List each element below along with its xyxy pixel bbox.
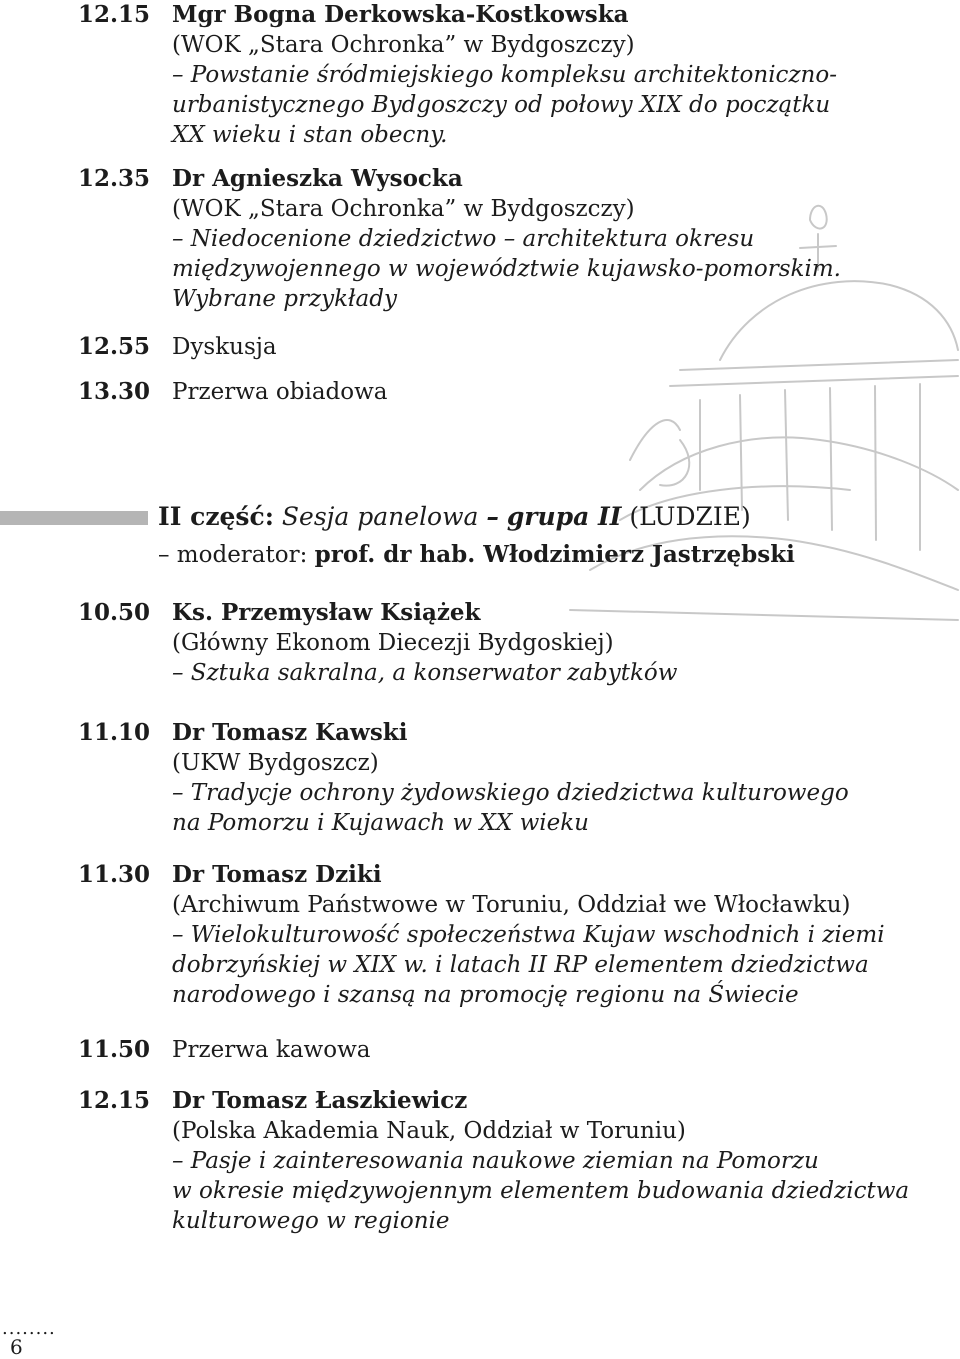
schedule-entry — [78, 164, 938, 314]
entry-time: 13.30 — [78, 378, 151, 405]
speaker-affiliation: (Polska Akademia Nauk, Oddział w Toruniu) — [172, 1118, 686, 1144]
section-dash: – — [486, 502, 499, 531]
schedule-entry — [78, 0, 938, 150]
schedule-entry — [78, 598, 938, 688]
speaker-name: Dr Tomasz Kawski — [172, 719, 408, 746]
schedule-entry — [78, 860, 938, 1010]
speaker-affiliation: (WOK „Stara Ochronka” w Bydgoszczy) — [172, 32, 635, 58]
talk-title-line: – Pasje i zainteresowania naukowe ziemian na Pomorzu — [172, 1148, 819, 1174]
entry-time: 11.10 — [78, 719, 151, 746]
talk-title-line: urbanistycznego Bydgoszczy od połowy XIX do początku — [172, 92, 831, 118]
talk-title-line: – Powstanie śródmiejskiego kompleksu architektoniczno- — [172, 62, 837, 88]
speaker-name: Ks. Przemysław Książek — [172, 599, 481, 626]
talk-title-line: Wybrane przykłady — [172, 286, 397, 312]
break-label: Dyskusja — [172, 334, 277, 360]
speaker-affiliation: (WOK „Stara Ochronka” w Bydgoszczy) — [172, 196, 635, 222]
page-number: 6 — [10, 1335, 23, 1359]
entry-time: 12.55 — [78, 333, 151, 360]
speaker-affiliation: (Archiwum Państwowe w Toruniu, Oddział we Włocławku) — [172, 892, 851, 918]
schedule-entry — [78, 332, 938, 362]
section-bar — [0, 511, 148, 525]
talk-title-line: dobrzyńskiej w XIX w. i latach II RP elementem dziedzictwa — [172, 952, 869, 978]
talk-title-line: kulturowego w regionie — [172, 1208, 450, 1234]
schedule-entry — [78, 1086, 938, 1236]
speaker-affiliation: (UKW Bydgoszcz) — [172, 750, 379, 776]
session-name: Sesja panelowa — [281, 502, 479, 531]
talk-title-line: XX wieku i stan obecny. — [172, 122, 448, 148]
talk-title-line: na Pomorzu i Kujawach w XX wieku — [172, 810, 589, 836]
talk-title-line: – Sztuka sakralna, a konserwator zabytków — [172, 660, 678, 686]
entry-time: 10.50 — [78, 599, 151, 626]
entry-time: 11.50 — [78, 1036, 151, 1063]
talk-title-line: międzywojennego w województwie kujawsko-pomorskim. — [172, 256, 841, 282]
entry-time: 12.15 — [78, 1, 151, 28]
break-label: Przerwa kawowa — [172, 1037, 371, 1063]
group-topic: (LUDZIE) — [629, 502, 751, 531]
break-label: Przerwa obiadowa — [172, 379, 388, 405]
schedule-entry — [78, 718, 938, 838]
moderator-name: prof. dr hab. Włodzimierz Jastrzębski — [314, 541, 795, 568]
talk-title-line: narodowego i szansą na promocję regionu na Świecie — [172, 982, 799, 1008]
entry-time: 12.15 — [78, 1087, 151, 1114]
schedule-entry — [78, 377, 938, 407]
entry-time: 11.30 — [78, 861, 151, 888]
talk-title-line: – Tradycje ochrony żydowskiego dziedzictwa kulturowego — [172, 780, 849, 806]
speaker-name: Dr Tomasz Dziki — [172, 861, 382, 888]
speaker-name: Dr Agnieszka Wysocka — [172, 165, 463, 192]
footer-dots: ........ — [2, 1318, 56, 1339]
moderator-prefix: – moderator: — [158, 542, 308, 568]
talk-title-line: w okresie międzywojennym elementem budowania dziedzictwa — [172, 1178, 910, 1204]
talk-title-line: – Niedocenione dziedzictwo – architektura okresu — [172, 226, 755, 252]
talk-title-line: – Wielokulturowość społeczeństwa Kujaw wschodnich i ziemi — [172, 922, 885, 948]
section-title — [158, 500, 751, 534]
entry-time: 12.35 — [78, 165, 151, 192]
speaker-name: Dr Tomasz Łaszkiewicz — [172, 1087, 468, 1114]
speaker-affiliation: (Główny Ekonom Diecezji Bydgoskiej) — [172, 630, 614, 656]
moderator-line — [158, 540, 795, 570]
schedule-entry — [78, 1035, 938, 1065]
speaker-name: Mgr Bogna Derkowska-Kostkowska — [172, 1, 629, 28]
group-name: grupa II — [506, 502, 622, 531]
section-label: II część: — [158, 502, 274, 531]
